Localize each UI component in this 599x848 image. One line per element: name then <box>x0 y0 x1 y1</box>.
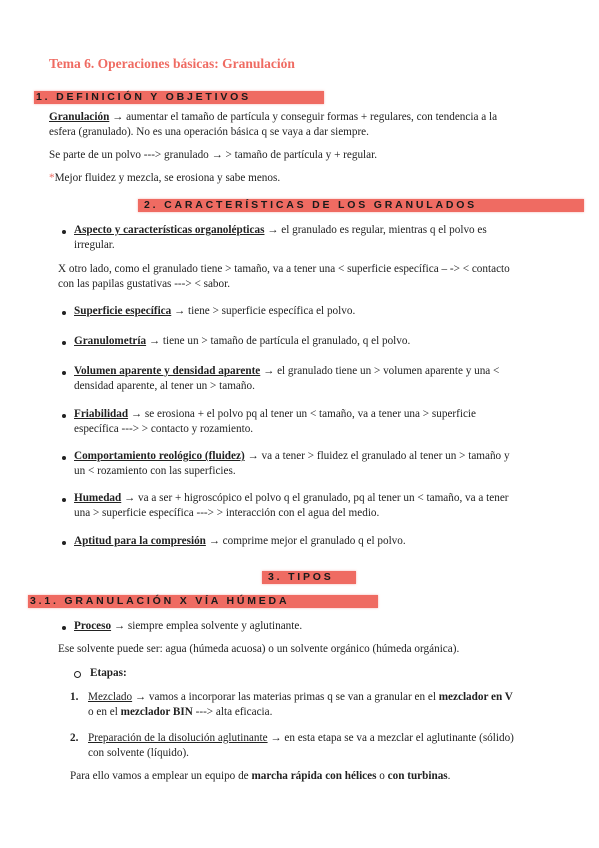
step-bold-1: mezclador en V <box>438 691 513 703</box>
section-heading-1-text: 1. DEFINICIÓN Y OBJETIVOS <box>36 91 251 103</box>
list-item-continuation: específica ---> > contacto y rozamiento. <box>74 423 254 435</box>
list-item <box>74 364 499 380</box>
definition-term: Granulación <box>49 111 110 123</box>
definition-text-1: → aumentar el tamaño de partícula y conseguir formas + regulares, con tendencia a la <box>109 111 498 123</box>
final-bold-2: con turbinas <box>387 770 448 782</box>
list-item-text: → comprime mejor el granulado q el polvo. <box>205 535 406 547</box>
step-text-3: ---> alta eficacia. <box>192 706 273 718</box>
step-term: Mezclado <box>88 691 133 703</box>
bullet-icon <box>62 230 66 234</box>
list-item-continuation: una > superficie específica ---> > interacción con el agua del medio. <box>74 507 380 519</box>
solvente-paragraph: Ese solvente puede ser: agua (húmeda acuosa) o un solvente orgánico (húmeda orgánica). <box>58 643 460 655</box>
definition-line-1 <box>49 110 497 126</box>
list-item <box>74 449 510 465</box>
final-text-1: Para ello vamos a emplear un equipo de <box>70 770 252 782</box>
list-item-term: Aptitud para la compresión <box>74 535 206 547</box>
definition-line-2: esfera (granulado). No es una operación básica q se vaya a dar siempre. <box>49 126 369 138</box>
step-number: 1. <box>70 691 79 703</box>
list-item-term: Friabilidad <box>74 408 129 420</box>
mejor-text: Mejor fluidez y mezcla, se erosiona y sabe menos. <box>54 172 281 184</box>
section-heading-3-text: 3. TIPOS <box>268 571 334 583</box>
section-heading-3 <box>262 571 356 584</box>
list-item-term: Aspecto y características organolépticas <box>74 224 265 236</box>
list-item-continuation: un < rozamiento con las superficies. <box>74 465 236 477</box>
subsection-heading-3-1-text: 3.1. GRANULACIÓN X VÍA HÚMEDA <box>30 595 290 607</box>
list-item-term: Comportamiento reológico (fluidez) <box>74 450 245 462</box>
list-item <box>74 334 410 350</box>
list-item <box>74 223 487 239</box>
final-bold-1: marcha rápida con hélices <box>251 770 377 782</box>
bullet-icon <box>62 311 66 315</box>
bullet-icon <box>62 341 66 345</box>
proceso-item <box>74 619 302 635</box>
proceso-text: → siempre emplea solvente y aglutinante. <box>111 620 303 632</box>
step-line-1 <box>88 731 514 747</box>
mejor-paragraph <box>49 171 280 187</box>
otro-lado-line-2: con las papilas gustativas ---> < sabor. <box>58 278 231 290</box>
step-number: 2. <box>70 732 79 744</box>
list-item-text: → el granulado tiene un > volumen aparente y una < <box>260 365 500 377</box>
list-item-text: → el granulado es regular, mientras q el polvo es <box>264 224 487 236</box>
bullet-icon <box>62 541 66 545</box>
list-item-text: → va a ser + higroscópico el polvo q el granulado, pq al tener un < tamaño, va a tener <box>121 492 509 504</box>
otro-lado-line-1: X otro lado, como el granulado tiene > tamaño, va a tener una < superficie específica – -> < contacto <box>58 263 510 275</box>
step-term: Preparación de la disolución aglutinante <box>88 732 268 744</box>
step-text: → en esta etapa se va a mezclar el aglutinante (sólido) <box>267 732 514 744</box>
proceso-term: Proceso <box>74 620 112 632</box>
parte-paragraph: Se parte de un polvo ---> granulado → > tamaño de partícula y + regular. <box>49 149 378 161</box>
final-text-3: . <box>447 770 451 782</box>
bullet-icon <box>62 456 66 460</box>
final-paragraph <box>70 769 450 785</box>
page-title: Tema 6. Operaciones básicas: Granulación <box>49 56 295 71</box>
bullet-icon <box>62 371 66 375</box>
list-item <box>74 304 355 320</box>
section-heading-1 <box>34 91 324 104</box>
etapas-label: Etapas: <box>90 667 127 679</box>
list-item-text: → se erosiona + el polvo pq al tener un < tamaño, va a tener una > superficie <box>128 408 477 420</box>
section-heading-2-text: 2. CARACTERÍSTICAS DE LOS GRANULADOS <box>144 199 477 211</box>
section-heading-2 <box>138 199 584 212</box>
bullet-icon <box>62 498 66 502</box>
list-item-text: → tiene > superficie específica el polvo. <box>171 305 356 317</box>
step-text-2: o en el <box>88 706 121 718</box>
list-item-continuation: irregular. <box>74 239 115 251</box>
bullet-icon <box>62 626 66 630</box>
circle-bullet-icon <box>74 671 81 678</box>
list-item-term: Volumen aparente y densidad aparente <box>74 365 261 377</box>
list-item-term: Humedad <box>74 492 122 504</box>
asterisk-mark: * <box>49 172 55 184</box>
bullet-icon <box>62 414 66 418</box>
step-line-1 <box>88 690 513 706</box>
subsection-heading-3-1 <box>28 595 378 608</box>
list-item-term: Superficie específica <box>74 305 172 317</box>
step-text: → vamos a incorporar las materias primas q se van a granular en el <box>132 691 439 703</box>
list-item-text: → tiene un > tamaño de partícula el granulado, q el polvo. <box>146 335 411 347</box>
list-item <box>74 407 476 423</box>
final-text-2: o <box>376 770 388 782</box>
step-line-2: con solvente (líquido). <box>88 747 189 759</box>
list-item-text: → va a tener > fluidez el granulado al tener un > tamaño y <box>244 450 510 462</box>
step-line-2 <box>88 705 272 721</box>
step-bold-2: mezclador BIN <box>120 706 193 718</box>
list-item-term: Granulometría <box>74 335 147 347</box>
list-item <box>74 534 406 550</box>
list-item-continuation: densidad aparente, al tener un > tamaño. <box>74 380 255 392</box>
list-item <box>74 491 509 507</box>
